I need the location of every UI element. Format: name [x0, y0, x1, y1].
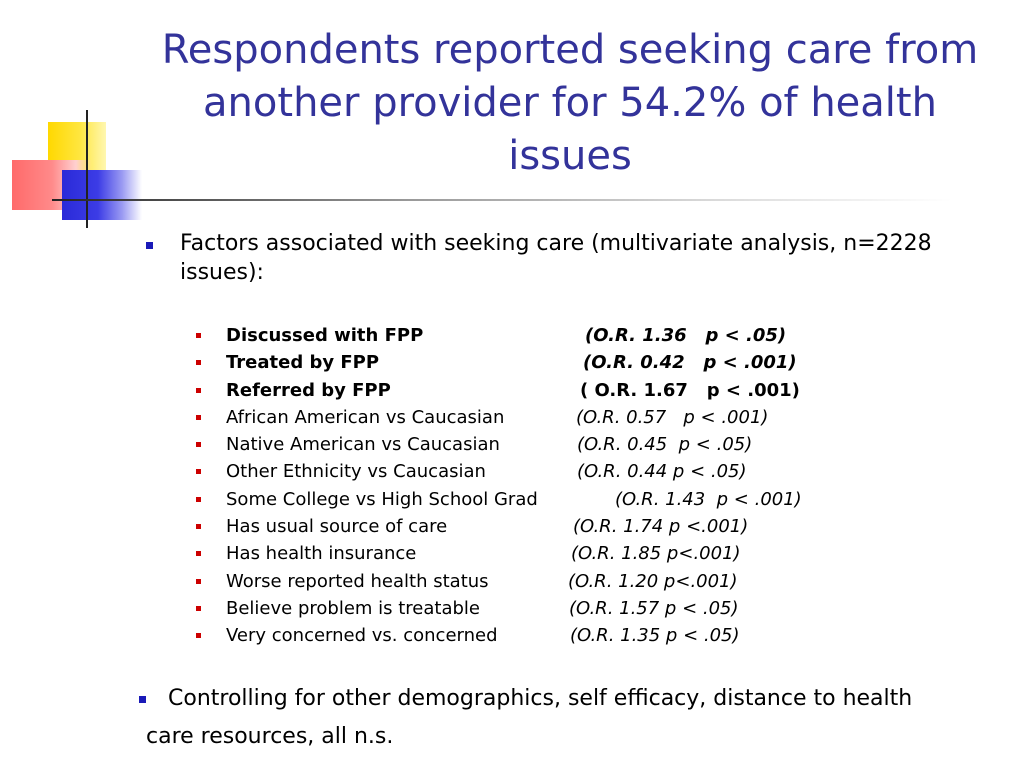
factor-label: Some College vs High School Grad — [226, 488, 538, 510]
factor-label: Referred by FPP — [226, 379, 391, 401]
factor-stat: (O.R. 1.85 p<.001) — [571, 543, 741, 565]
factor-label: Discussed with FPP — [226, 325, 424, 346]
factor-label: Worse reported health status — [226, 570, 489, 592]
slide-title: Respondents reported seeking care from another provider for 54.2% of health issues — [161, 27, 979, 179]
factor-label: Has health insurance — [226, 543, 417, 565]
factor-label: African American vs Caucasian — [226, 406, 505, 428]
sub-bullet-icon — [196, 333, 201, 338]
factor-label: Other Ethnicity vs Caucasian — [226, 461, 486, 483]
sub-bullet-icon — [196, 388, 201, 393]
title-divider-line — [52, 199, 952, 201]
main-bullet-icon — [146, 242, 153, 249]
sub-bullet-icon — [196, 497, 201, 502]
factor-stat: (O.R. 0.42 p < .001) — [583, 352, 797, 374]
factor-stat: (O.R. 1.43 p < .001) — [615, 488, 802, 510]
factor-stat: ( O.R. 1.67 p < .001) — [580, 379, 800, 401]
sub-bullet-icon — [196, 551, 201, 556]
sub-bullet-icon — [196, 415, 201, 420]
factor-label: Believe problem is treatable — [226, 597, 481, 619]
sub-bullet-icon — [196, 606, 201, 611]
logo-vertical-line — [86, 110, 88, 228]
factor-stat: (O.R. 0.44 p < .05) — [577, 461, 747, 483]
sub-bullet-icon — [196, 360, 201, 365]
sub-bullet-icon — [196, 469, 201, 474]
sub-bullet-icon — [196, 442, 201, 447]
factor-label: Has usual source of care — [226, 516, 448, 538]
factor-stat: (O.R. 1.57 p < .05) — [569, 597, 739, 619]
factor-label: Treated by FPP — [226, 352, 380, 374]
sub-bullet-icon — [196, 633, 201, 638]
factor-stat: (O.R. 1.35 p < .05) — [570, 625, 740, 647]
footer-bullet-icon — [139, 696, 146, 703]
footer-bullet-text: Controlling for other demographics, self efficacy, distance to health care resources, all n.s. — [146, 686, 913, 749]
sub-bullet-icon — [196, 579, 201, 584]
factor-stat: (O.R. 0.45 p < .05) — [577, 434, 753, 456]
sub-bullet-icon — [196, 524, 201, 529]
factor-stat: (O.R. 1.20 p<.001) — [568, 570, 738, 592]
factor-stat: (O.R. 1.36 p < .05) — [585, 325, 787, 346]
logo-blue-square — [62, 170, 142, 220]
main-bullet-text: Factors associated with seeking care (multivariate analysis, n=2228 issues): — [180, 231, 932, 285]
factor-label: Native American vs Caucasian — [226, 434, 500, 456]
factor-label: Very concerned vs. concerned — [226, 625, 498, 647]
factor-stat: (O.R. 1.74 p <.001) — [573, 516, 749, 538]
factor-stat: (O.R. 0.57 p < .001) — [576, 406, 769, 428]
